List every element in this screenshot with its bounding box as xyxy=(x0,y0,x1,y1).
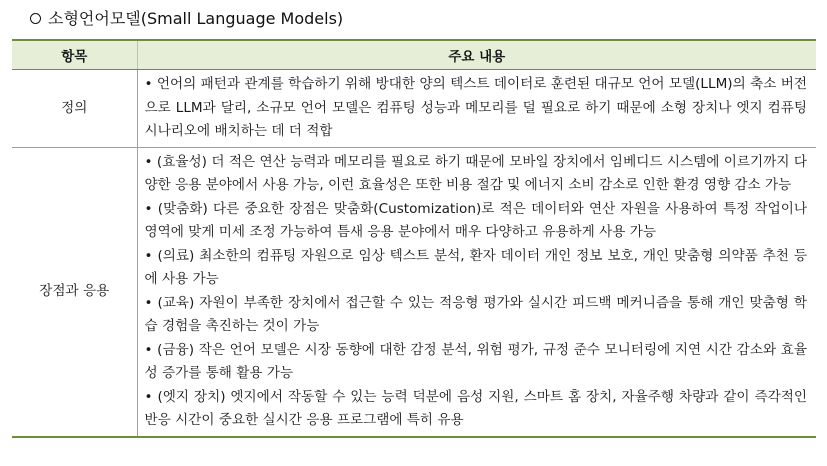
slm-table xyxy=(12,39,816,438)
list-item-finance: • (금융) 작은 언어 모델은 시장 동향에 대한 감정 분석, 위험 평가, 규정 준수 모니터링에 지연 시간 감소와 효율성 증가를 통해 활용 가능 xyxy=(144,341,807,381)
list-item-education: • (교육) 자원이 부족한 장치에서 접근할 수 있는 적응형 평가와 실시간 피드백 메커니즘을 통해 개인 맞춤형 학습 경험을 촉진하는 것이 가능 xyxy=(144,294,807,334)
list-item: • 언어의 패턴과 관계를 학습하기 위해 방대한 양의 텍스트 데이터로 훈련된 대규모 언어 모델(LLM)의 축소 버전으로 LLM과 달리, 소규모 언어 모델은 컴퓨팅 성능과 메모리를 덜 필요로 하기 때문에 소형 장치나 엣지 컴퓨팅 시나리오에 배치하는 데 더 적합 xyxy=(144,76,807,139)
list-item-customization: • (맞춤화) 다른 중요한 장점은 맞춤화(Customization)로 적은 데이터와 연산 자원을 사용하여 특정 작업이나 영역에 맞게 미세 조정 가능하여 틈새 응용 분야에서 매우 다양하고 유용하게 사용 가능 xyxy=(144,200,807,240)
table-row-definition xyxy=(12,70,816,148)
list-item-medical: • (의료) 최소한의 컴퓨팅 자원으로 임상 텍스트 분석, 환자 데이터 개인 정보 보호, 개인 맞춤형 의약품 추천 등에 사용 가능 xyxy=(144,247,807,287)
table-row-advantages xyxy=(12,147,816,437)
section-heading xyxy=(30,8,343,30)
column-header-item: 항목 xyxy=(12,40,137,70)
table-header-row xyxy=(12,40,816,70)
list-item-efficiency: • (효율성) 더 적은 연산 능력과 메모리를 필요로 하기 때문에 모바일 장치에서 임베디드 시스템에 이르기까지 다양한 응용 분야에서 사용 가능, 이런 효율성은 또한 비용 절감 및 에너지 소비 감소로 인한 환경 영향 감소 가능 xyxy=(144,153,807,193)
section-heading-text: 소형언어모델(Small Language Models) xyxy=(48,9,344,28)
row-label-definition: 정의 xyxy=(12,70,137,148)
row-content-advantages xyxy=(137,147,816,437)
circle-bullet-icon xyxy=(30,13,41,24)
row-label-advantages: 장점과 응용 xyxy=(12,147,137,437)
column-header-content: 주요 내용 xyxy=(137,40,816,70)
row-content-definition xyxy=(137,70,816,148)
list-item-edge-device: • (엣지 장치) 엣지에서 작동할 수 있는 능력 덕분에 음성 지원, 스마트 홈 장치, 자율주행 차량과 같이 즉각적인 반응 시간이 중요한 실시간 응용 프로그램에 특히 유용 xyxy=(144,388,807,428)
